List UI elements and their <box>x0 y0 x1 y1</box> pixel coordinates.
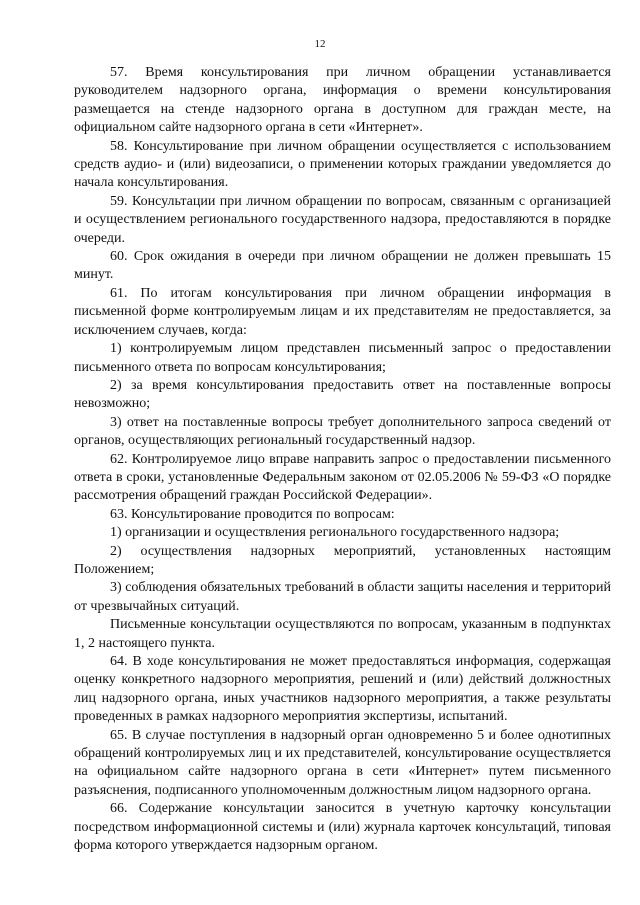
paragraph-58: 58. Консультирование при личном обращении осуществляется с использованием средств аудио- и (или) видеозаписи, о применении которых граждании уведомляется до начала консультирования. <box>74 138 611 191</box>
paragraph-61: 61. По итогам консультирования при личном обращении информация в письменной форме контролируемым лицам и их представителям не предоставляется, за исключением случаев, когда: <box>74 285 611 338</box>
paragraph-63-item-3: 3) соблюдения обязательных требований в области защиты населения и территорий от чрезвычайных ситуаций. <box>74 580 611 614</box>
paragraph-61-item-1: 1) контролируемым лицом представлен письменный запрос о предоставлении письменного ответа по вопросам консультирования; <box>74 341 611 375</box>
paragraph-63-item-1: 1) организации и осуществления регионального государственного надзора; <box>110 525 560 541</box>
paragraph-63-note: Письменные консультации осуществляются по вопросам, указанным в подпунктах 1, 2 настоящего пункта. <box>74 617 611 651</box>
paragraph-66: 66. Содержание консультации заносится в учетную карточку консультации посредством информационной системы и (или) журнала карточек консультаций, типовая форма которого утверждается надзорным органом. <box>74 801 611 854</box>
paragraph-61-item-2: 2) за время консультирования предоставить ответ на поставленные вопросы невозможно; <box>74 377 611 412</box>
paragraph-60: 60. Срок ожидания в очереди при личном обращении не должен превышать 15 минут. <box>74 249 611 283</box>
paragraph-63: 63. Консультирование проводится по вопросам: <box>110 506 395 522</box>
page-number: 12 <box>314 38 326 50</box>
paragraph-65: 65. В случае поступления в надзорный орган одновременно 5 и более однотипных обращений контролируемых лиц и их представителей, консультирование осуществляется на официальном сайте надзорного органа в сети «Интернет» путем письменного разъяснения, подписанного уполномоченным должностным лицом надзорного органа. <box>74 727 611 798</box>
paragraph-64: 64. В ходе консультирования не может предоставляться информация, содержащая оценку конкретного надзорного мероприятия, решений и (или) действий должностных лиц надзорного органа, иных участников надзорного мероприятия, а также результаты проведенных в рамках надзорного мероприятия экспертизы, испытаний. <box>74 654 611 725</box>
paragraph-59: 59. Консультации при личном обращении по вопросам, связанным с организацией и осуществлением регионального государственного надзора, предоставляются в порядке очереди. <box>74 193 611 246</box>
paragraph-62: 62. Контролируемое лицо вправе направить запрос о предоставлении письменного ответа в сроки, установленные Федеральным законом от 02.05.2006 № 59-ФЗ «О порядке рассмотрения обращений граждан Российской Федерации». <box>74 451 611 504</box>
paragraph-61-item-3: 3) ответ на поставленные вопросы требует дополнительного запроса сведений от органов, осуществляющих региональный государственный надзор. <box>74 414 611 449</box>
paragraph-63-item-2: 2) осуществления надзорных мероприятий, установленных настоящим Положением; <box>74 543 611 577</box>
document-body <box>74 64 611 855</box>
paragraph-57: 57. Время консультирования при личном обращении устанавливается руководителем надзорного органа, информация о времени консультирования размещается на стенде надзорного органа в доступном для граждан месте, на официальном сайте надзорного органа в сети «Интернет». <box>74 65 611 136</box>
